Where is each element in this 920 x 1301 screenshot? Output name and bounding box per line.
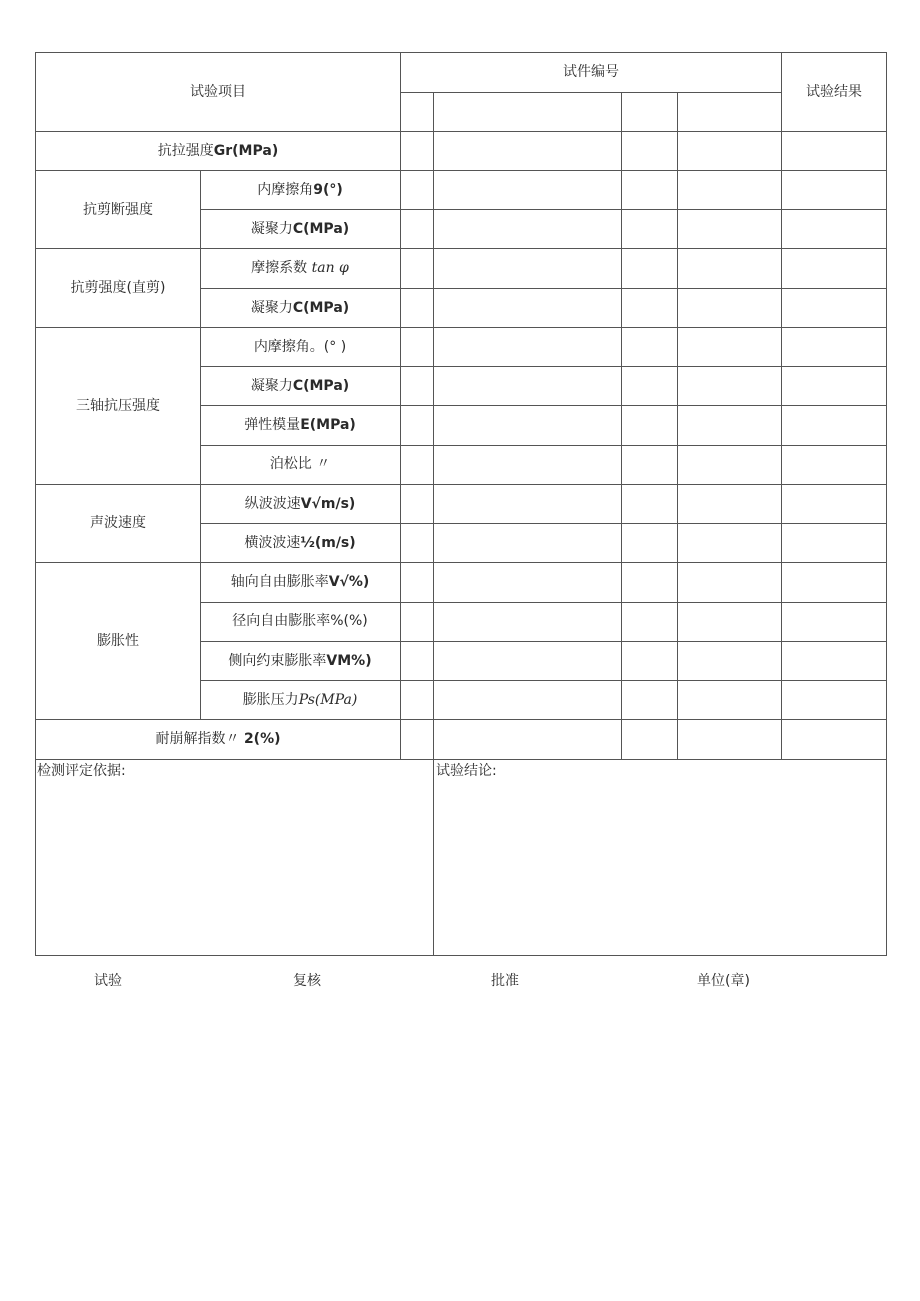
- sign-unit: 单位(章): [697, 973, 750, 989]
- group-swelling: 膨胀性: [97, 633, 139, 649]
- header-specimen-no: 试件编号: [563, 64, 619, 80]
- row-cohesion-1: 凝聚力C(MPa): [250, 221, 350, 237]
- row-cohesion-2: 凝聚力C(MPa): [250, 300, 350, 316]
- row-transverse: 横波波速½(m/s): [244, 535, 356, 551]
- group-triaxial: 三轴抗压强度: [76, 398, 160, 414]
- header-item: 试验项目: [190, 84, 246, 100]
- group-sonic: 声波速度: [90, 515, 146, 531]
- row-elastic-modulus: 弹性模量E(MPa): [244, 417, 356, 433]
- row-radial-swell: 径向自由膨胀率%(%): [232, 613, 368, 629]
- row-longitudinal: 纵波波速V√m/s): [244, 496, 356, 512]
- row-swell-pressure: 膨胀压力Ps(MPa): [242, 692, 358, 708]
- row-slake: 耐崩解指数〃 2(%): [155, 731, 281, 747]
- row-triaxial-friction: 内摩擦角。(° ): [253, 339, 347, 355]
- row-cohesion-3: 凝聚力C(MPa): [250, 378, 350, 394]
- row-lateral-swell: 侧向约束膨胀率VM%): [228, 653, 372, 669]
- row-friction-angle: 内摩擦角9(°): [257, 182, 343, 198]
- sign-approve: 批准: [491, 973, 519, 989]
- sign-review: 复核: [293, 973, 321, 989]
- group-shear-direct: 抗剪强度(直剪): [70, 280, 166, 296]
- header-result: 试验结果: [806, 84, 862, 100]
- sign-test: 试验: [94, 973, 122, 989]
- row-poisson: 泊松比 〃: [269, 456, 331, 472]
- conclusion-label: 试验结论:: [436, 763, 497, 779]
- row-tensile: 抗拉强度Gr(MPa): [157, 143, 279, 159]
- table-border: [36, 53, 887, 956]
- group-shear-break: 抗剪断强度: [83, 202, 153, 218]
- row-friction-coef: 摩擦系数 tan φ: [251, 260, 349, 276]
- row-axial-swell: 轴向自由膨胀率V√%): [230, 574, 370, 590]
- basis-label: 检测评定依据:: [37, 763, 126, 779]
